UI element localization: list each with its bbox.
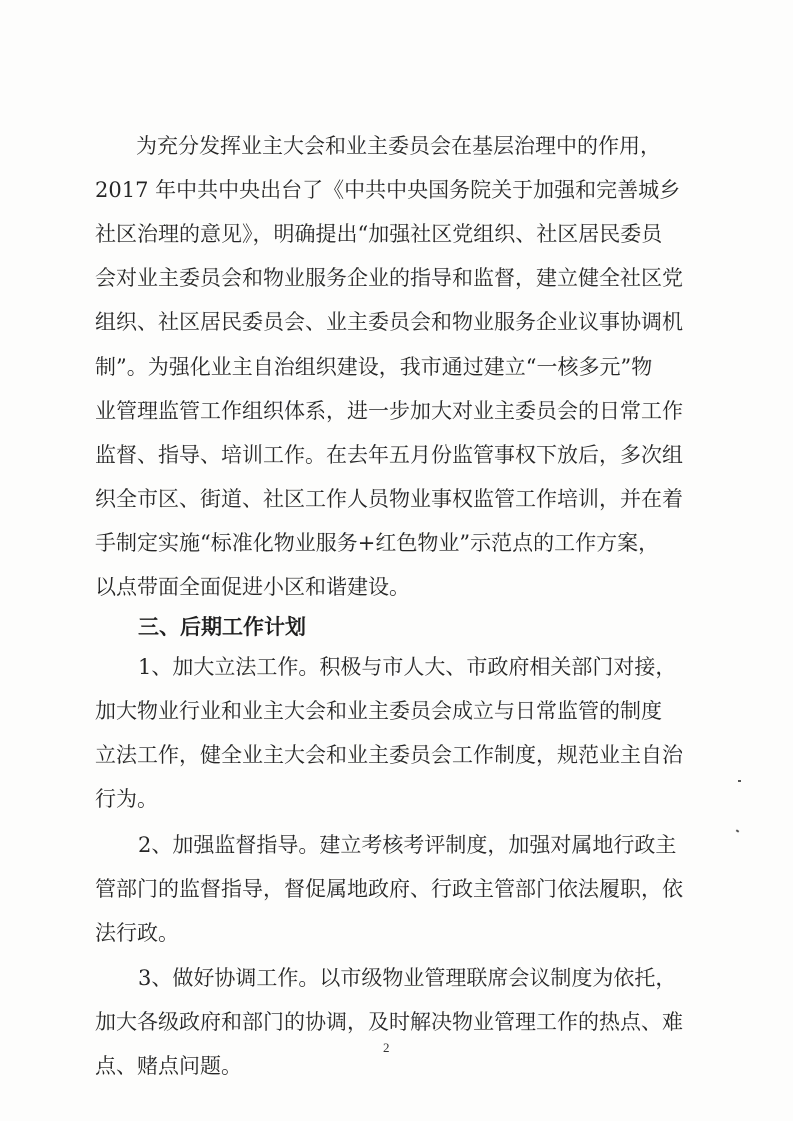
scan-speck-mark xyxy=(736,829,740,832)
text-line-1: 为充分发挥业主大会和业主委员会在基层治理中的作用， xyxy=(136,134,661,158)
plan-item-1-line-2: 加大物业行业和业主大会和业主委员会成立与日常监管的制度 xyxy=(95,699,662,723)
page-number: 2 xyxy=(383,1040,390,1055)
section-heading: 三、后期工作计划 xyxy=(138,615,306,639)
text-line-3: 社区治理的意见》，明确提出“加强社区党组织、社区居民委员 xyxy=(95,222,663,246)
text-line-5: 组织、社区居民委员会、业主委员会和物业服务企业议事协调机 xyxy=(95,310,683,334)
text-line-11: 以点带面全面促进小区和谐建设。 xyxy=(95,575,410,599)
plan-item-3-line-3: 点、赌点问题。 xyxy=(95,1054,242,1078)
text-line-10: 手制定实施“标准化物业服务+红色物业”示范点的工作方案， xyxy=(95,531,660,555)
plan-item-1-line-4: 行为。 xyxy=(95,787,158,811)
plan-item-2-line-1: 2、加强监督指导。建立考核考评制度，加强对属地行政主 xyxy=(138,833,677,857)
text-line-2: 2017 年中共中央出台了《中共中央国务院关于加强和完善城乡 xyxy=(95,178,681,202)
plan-item-2-line-3: 法行政。 xyxy=(95,921,179,945)
scan-speck-mark xyxy=(738,780,741,782)
plan-item-3-line-1: 3、做好协调工作。以市级物业管理联席会议制度为依托， xyxy=(138,966,677,990)
text-line-7: 业管理监管工作组织体系，进一步加大对业主委员会的日常工作 xyxy=(95,399,683,423)
plan-item-3-line-2: 加大各级政府和部门的协调，及时解决物业管理工作的热点、难 xyxy=(95,1010,683,1034)
text-line-8: 监督、指导、培训工作。在去年五月份监管事权下放后，多次组 xyxy=(95,443,683,467)
text-line-9: 织全市区、街道、社区工作人员物业事权监管工作培训，并在着 xyxy=(95,487,683,511)
text-line-6: 制”。为强化业主自治组织建设，我市通过建立“一核多元”物 xyxy=(95,355,653,379)
plan-item-2-line-2: 管部门的监督指导，督促属地政府、行政主管部门依法履职，依 xyxy=(95,877,683,901)
plan-item-1-line-1: 1、加大立法工作。积极与市人大、市政府相关部门对接， xyxy=(138,655,677,679)
plan-item-1-line-3: 立法工作，健全业主大会和业主委员会工作制度，规范业主自治 xyxy=(95,743,683,767)
text-line-4: 会对业主委员会和物业服务企业的指导和监督，建立健全社区党 xyxy=(95,266,683,290)
